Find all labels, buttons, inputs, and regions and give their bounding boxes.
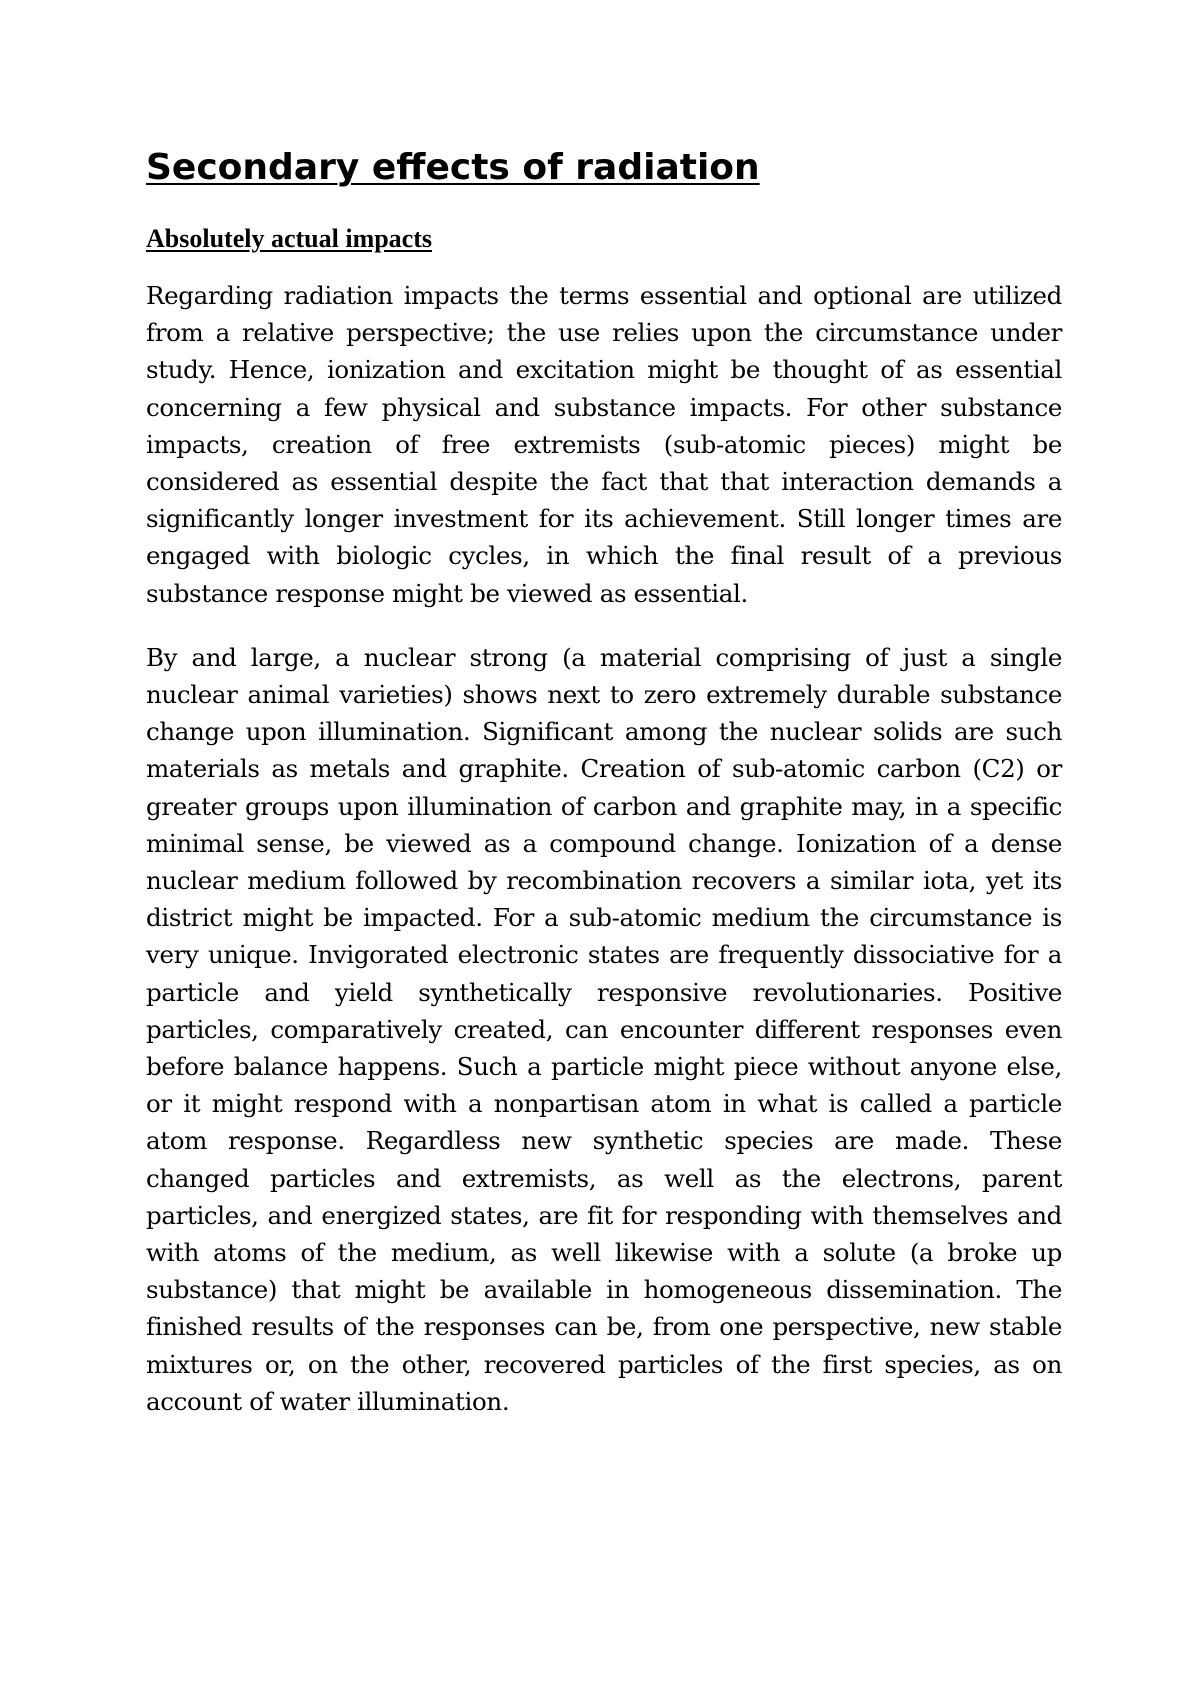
paragraph-2: By and large, a nuclear strong (a material comprising of just a single nuclear animal varieties) shows next to zero extremely durable substance change upon illumination. Significant among the nuclear solids are such materials as metals and graphite. Creation of sub-atomic carbon (C2) or greater groups upon illumination of carbon and graphite may, in a specific minimal sense, be viewed as a compound change. Ionization of a dense nuclear medium followed by recombination recovers a similar iota, yet its district might be impacted. For a sub-atomic medium the circumstance is very unique. Invigorated electronic states are frequently dissociative for a particle and yield synthetically responsive revolutionaries. Positive particles, comparatively created, can encounter different responses even before balance happens. Such a particle might piece without anyone else, or it might respond with a nonpartisan atom in what is called a particle atom response. Regardless new synthetic species are made. These changed particles and extremists, as well as the electrons, parent particles, and energized states, are fit for responding with themselves and with atoms of the medium, as well likewise with a solute (a broke up substance) that might be available in homogeneous dissemination. The finished results of the responses can be, from one perspective, new stable mixtures or, on the other, recovered particles of the first species, as on account of water illumination. — [146, 642, 1062, 1416]
document-body — [146, 144, 1062, 1420]
document-title: Secondary effects of radiation — [146, 147, 760, 188]
section-heading: Absolutely actual impacts — [146, 224, 432, 253]
paragraph-1: Regarding radiation impacts the terms essential and optional are utilized from a relative perspective; the use relies upon the circumstance under study. Hence, ionization and excitation might be thought of as essential concerning a few physical and substance impacts. For other substance impacts, creation of free extremists (sub-atomic pieces) might be considered as essential despite the fact that that interaction demands a significantly longer investment for its achievement. Still longer times are engaged with biologic cycles, in which the final result of a previous substance response might be viewed as essential. — [146, 281, 1062, 608]
